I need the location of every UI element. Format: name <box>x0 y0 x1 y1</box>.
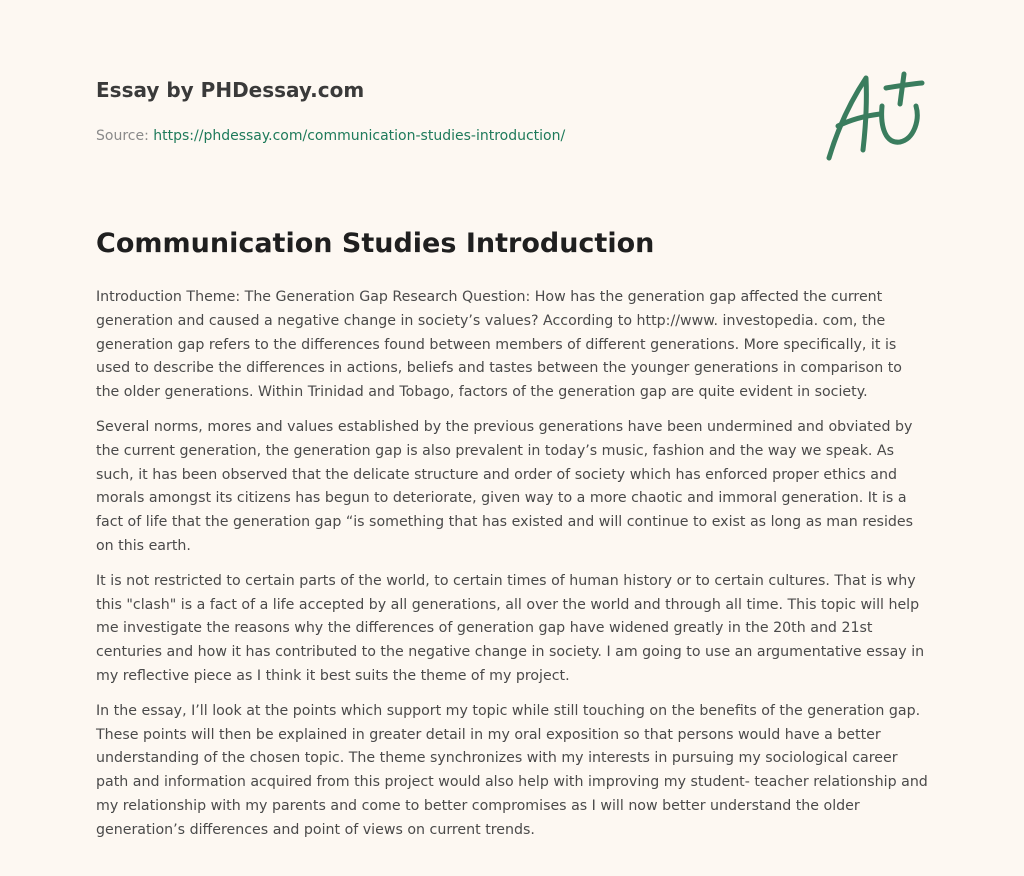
paragraph: It is not restricted to certain parts of the world, to certain times of human history or to certain cultures. That is why this "clash" is a fact of a life accepted by all generations, all over the world and through all time. This topic will help me investigate the reasons why the differences of generation gap have widened greatly in the 20th and 21st centuries and how it has contributed to the negative change in society. I am going to use an argumentative essay in my reflective piece as I think it best suits the theme of my project. <box>96 572 925 684</box>
source-line <box>96 126 796 146</box>
paragraph: In the essay, I’ll look at the points which support my topic while still touching on the benefits of the generation gap. These points will then be explained in greater detail in my oral exposition so that persons would have a better understanding of the chosen topic. The theme synchronizes with my interests in pursuing my sociological career path and information acquired from this project would also help with improving my student- teacher relationship and my relationship with my parents and come to better compromises as I will now better understand the older generation’s differences and point of views on current trends. <box>96 702 928 838</box>
paragraph: Several norms, mores and values established by the previous generations have been undermined and obviated by the current generation, the generation gap is also prevalent in today’s music, fashion and the way we speak. As such, it has been observed that the delicate structure and order of society which has enforced proper ethics and morals amongst its citizens has begun to deteriorate, given way to a more chaotic and immoral generation. It is a fact of life that the generation gap “is something that has existed and will continue to exist as long as man resides on this earth. <box>96 418 914 554</box>
site-brand: Essay by PHDessay.com <box>96 78 365 102</box>
source-link[interactable]: https://phdessay.com/communication-studies-introduction/ <box>153 128 566 144</box>
article-body <box>96 286 928 854</box>
article-title: Communication Studies Introduction <box>96 228 655 259</box>
page-header <box>96 76 796 146</box>
paragraph: Introduction Theme: The Generation Gap Research Question: How has the generation gap affected the current generation and caused a negative change in society’s values? According to http://www. investopedia. com, the generation gap refers to the differences found between members of different generations. More specifically, it is used to describe the differences in actions, beliefs and tastes between the younger generations in comparison to the older generations. Within Trinidad and Tobago, factors of the generation gap are quite evident in society. <box>96 289 902 401</box>
a-plus-grade-icon <box>820 66 930 166</box>
source-label: Source: <box>96 128 154 144</box>
